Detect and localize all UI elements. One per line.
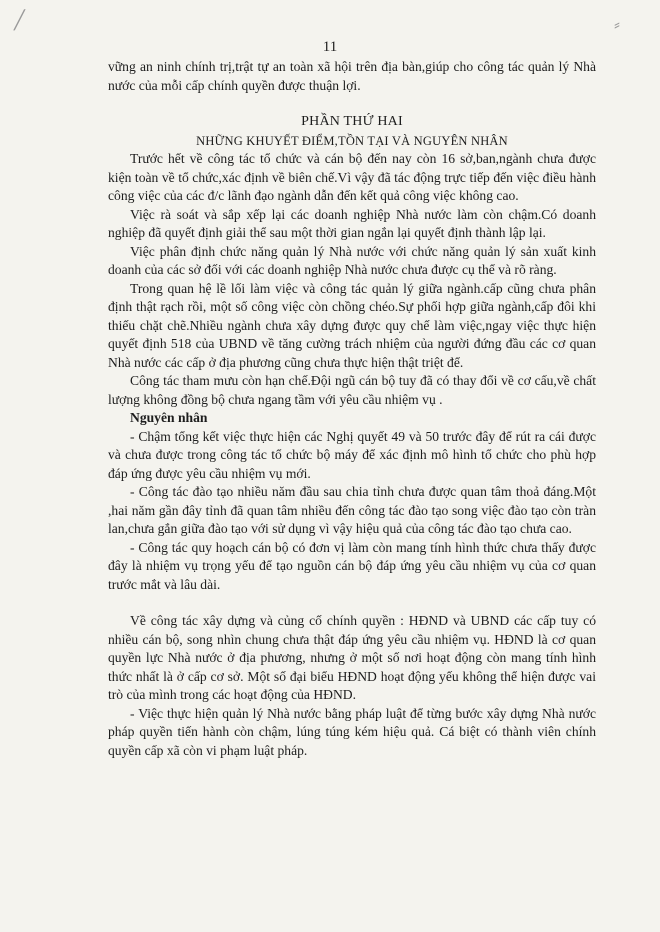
part-title: PHẦN THỨ HAI (301, 114, 403, 129)
body-paragraph: Công tác tham mưu còn hạn chế.Đội ngũ cán bộ tuy đã có thay đổi về cơ cấu,về chất lượng không đồng bộ chưa ngang tầm với yêu cầu nhiệm vụ . (108, 373, 596, 407)
cause-heading: Nguyên nhân (130, 410, 208, 425)
scan-mark-top-right: ⸗ (614, 14, 620, 34)
body-paragraph: Trong quan hệ lề lối làm việc và công tác quản lý giữa ngành.cấp cũng chưa phân định thật rạch rồi, một số công việc còn chồng chéo.Sự phối hợp giữa ngành,cấp đôi khi thiếu chặt chẽ.Nhiều ngành chưa xây dựng được quy chế làm việc,ngay việc thực hiện quyết định 518 của UBND về tăng cường trách nhiệm của người đứng đầu các cơ quan Nhà nước các cấp ở địa phương cũng chưa thực hiện thật triệt để. (108, 280, 596, 370)
government-paragraph: - Việc thực hiện quản lý Nhà nước bằng pháp luật để từng bước xây dựng Nhà nước pháp quyền tiến hành còn chậm, lúng túng kém hiệu quả. Cá biệt có thành viên chính quyền cấp xã còn vi phạm luật pháp. (108, 705, 596, 758)
part-subtitle: NHỮNG KHUYẾT ĐIỂM,TỒN TẠI VÀ NGUYÊN NHÂN (196, 133, 508, 148)
cause-paragraph: - Công tác quy hoạch cán bộ có đơn vị làm còn mang tính hình thức chưa thấy được đây là nhiệm vụ trọng yếu để tạo nguồn cán bộ đáp ứng yêu cầu nhiệm vụ của cơ quan trước mắt và lâu dài. (108, 539, 596, 592)
body-paragraph: Việc phân định chức năng quản lý Nhà nước với chức năng quản lý sản xuất kinh doanh của các sở đối với các doanh nghiệp Nhà nước chưa được cụ thể và rõ ràng. (108, 243, 596, 277)
section-gap (108, 594, 596, 612)
document-body (108, 58, 596, 760)
cause-paragraph: - Chậm tổng kết việc thực hiện các Nghị quyết 49 và 50 trước đây để rút ra cái được và chưa được trong công tác tổ chức bộ máy để xác định mô hình tổ chức cho phù hợp đáp ứng được yêu cầu nhiệm vụ mới. (108, 428, 596, 481)
cause-paragraph: - Công tác đào tạo nhiều năm đầu sau chia tỉnh chưa được quan tâm thoả đáng.Một ,hai năm gần đây tỉnh đã quan tâm nhiều đến công tác đào tạo song việc đào tạo còn tràn lan,chưa gắn giữa đào tạo với sử dụng vì vậy hiệu quả của công tác đào tạo chưa cao. (108, 484, 596, 536)
body-paragraph: Trước hết về công tác tổ chức và cán bộ đến nay còn 16 sở,ban,ngành chưa được kiện toàn về tổ chức,xác định về biên chế.Vì vậy đã tác động trực tiếp đến việc điều hành công việc của các đ/c lãnh đạo ngành dẫn đến kết quả công việc không cao. (108, 151, 596, 203)
page-number: 11 (322, 39, 338, 55)
government-paragraph: Về công tác xây dựng và củng cố chính quyền : HĐND và UBND các cấp tuy có nhiều cán bộ, song nhìn chung chưa thật đáp ứng yêu cầu nhiệm vụ. HĐND là cơ quan quyền lực Nhà nước ở địa phương, nhưng ở một số nơi hoạt động còn mang tính hình thức nhất là ở cấp cơ sở. Một số đại biểu HĐND hoạt động yếu không thể hiện được vai trò của mình trong các hoạt động của HĐND. (108, 613, 596, 702)
scan-mark-top-left: ╱ (14, 10, 25, 30)
intro-paragraph: vững an ninh chính trị,trật tự an toàn xã hội trên địa bàn,giúp cho công tác quản lý Nhà nước của mỗi cấp chính quyền được thuận lợi. (108, 59, 596, 93)
body-paragraph: Việc rà soát và sắp xếp lại các doanh nghiệp Nhà nước làm còn chậm.Có doanh nghiệp đã quyết định giải thể sau một thời gian ngắn lại quyết định thành lập lại. (108, 206, 596, 240)
